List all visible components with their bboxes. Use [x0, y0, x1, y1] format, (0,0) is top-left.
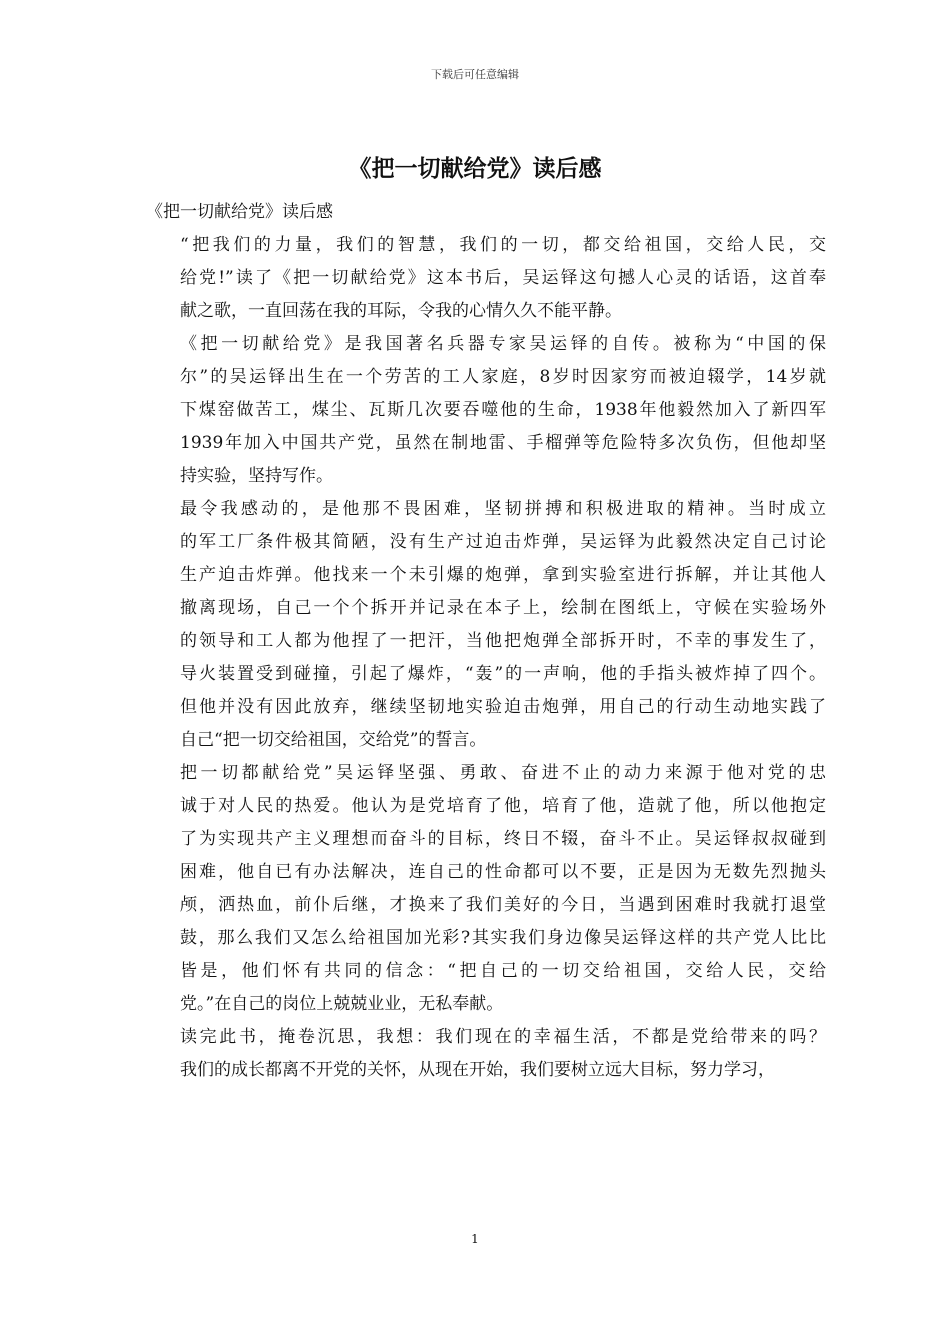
paragraph-line: 党。”在自己的岗位上兢兢业业，无私奉献。: [180, 994, 504, 1014]
paragraph: [146, 1021, 826, 1087]
paragraph-line: 鼓，那么我们又怎么给祖国加光彩?其实我们身边像吴运铎这样的共产党人比比: [180, 928, 826, 948]
paragraph-line: “把我们的力量，我们的智慧，我们的一切，都交给祖国，交给人民，交: [180, 235, 826, 255]
paragraph-line: 1939年加入中国共产党，虽然在制地雷、手榴弹等危险特多次负伤，但他却坚: [180, 433, 826, 453]
paragraph-line: 读完此书，掩卷沉思，我想：我们现在的幸福生活，不都是党给带来的吗？: [180, 1027, 826, 1047]
paragraph: [146, 493, 826, 757]
paragraph: [146, 328, 826, 493]
paragraph-line: 给党!”读了《把一切献给党》这本书后，吴运铎这句撼人心灵的话语，这首奉: [180, 268, 826, 288]
document-title: 《把一切献给党》读后感: [348, 155, 602, 182]
paragraph-line: 我们的成长都离不开党的关怀，从现在开始，我们要树立远大目标，努力学习，: [180, 1060, 775, 1080]
paragraph-line: 最令我感动的，是他那不畏困难，坚韧拼搏和积极进取的精神。当时成立: [180, 499, 826, 519]
paragraph-line: 下煤窑做苦工，煤尘、瓦斯几次要吞噬他的生命，1938年他毅然加入了新四军: [180, 400, 826, 420]
paragraph-line: 把一切都献给党”吴运铎坚强、勇敢、奋进不止的动力来源于他对党的忠: [180, 763, 826, 783]
document-body: [146, 196, 826, 1087]
paragraph-line: 了为实现共产主义理想而奋斗的目标，终日不辍，奋斗不止。吴运铎叔叔碰到: [180, 829, 826, 849]
paragraph-line: 颅，洒热血，前仆后继，才换来了我们美好的今日，当遇到困难时我就打退堂: [180, 895, 826, 915]
paragraph-line: 的军工厂条件极其简陋，没有生产过迫击炸弹，吴运铎为此毅然决定自己讨论: [180, 532, 826, 552]
paragraph-line: 献之歌，一直回荡在我的耳际，令我的心情久久不能平静。: [180, 301, 622, 321]
page-number: 1: [471, 1232, 479, 1246]
paragraph-line: 尔”的吴运铎出生在一个劳苦的工人家庭，8岁时因家穷而被迫辍学，14岁就: [180, 367, 826, 387]
paragraph-line: 困难，他自已有办法解决，连自己的性命都可以不要，正是因为无数先烈抛头: [180, 862, 826, 882]
paragraph-line: 诚于对人民的热爱。他认为是党培育了他，培育了他，造就了他，所以他抱定: [180, 796, 826, 816]
document-subtitle: 《把一切献给党》读后感: [146, 202, 333, 222]
paragraph-line: 持实验，坚持写作。: [180, 466, 333, 486]
paragraph-line: 《把一切献给党》是我国著名兵器专家吴运铎的自传。被称为“中国的保: [180, 334, 826, 354]
paragraph-line: 皆是，他们怀有共同的信念：“把自己的一切交给祖国，交给人民，交给: [180, 961, 826, 981]
page-header: 下载后可任意编辑: [431, 68, 519, 81]
paragraph-line: 撤离现场，自己一个个拆开并记录在本子上，绘制在图纸上，守候在实验场外: [180, 598, 826, 618]
paragraph-line: 生产迫击炸弹。他找来一个未引爆的炮弹，拿到实验室进行拆解，并让其他人: [180, 565, 826, 585]
paragraph: [146, 229, 826, 328]
paragraph-line: 的领导和工人都为他捏了一把汗，当他把炮弹全部拆开时，不幸的事发生了，: [180, 631, 826, 651]
paragraph: [146, 757, 826, 1021]
paragraph-list: [146, 229, 826, 1087]
paragraph-line: 导火装置受到碰撞，引起了爆炸，“轰”的一声响，他的手指头被炸掉了四个。: [180, 664, 826, 684]
paragraph-line: 自己“把一切交给祖国，交给党”的誓言。: [180, 730, 487, 750]
paragraph-line: 但他并没有因此放弃，继续坚韧地实验迫击炮弹，用自己的行动生动地实践了: [180, 697, 826, 717]
